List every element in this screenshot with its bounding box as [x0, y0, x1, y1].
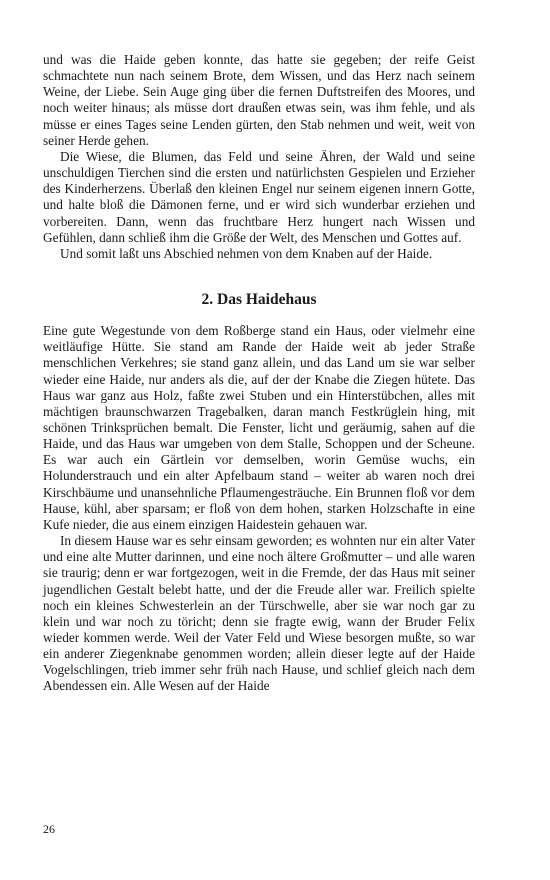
page-number: 26: [43, 822, 55, 836]
paragraph: In diesem Hause war es sehr einsam geworden; es wohnten nur ein alter Vater und eine alte Mutter darinnen, und eine noch ältere Großmutter – und alle waren sie traurig; denn er war fortgezogen, weit in die Fremde, der das Haus mit seiner jugendlichen Gestalt belebt hatte, und der die Freude aller war. Freilich spielte noch ein kleines Schwesterlein an der Türschwelle, aber sie war noch gar zu klein und war noch zu töricht; denn sie fragte ewig, wann der Bruder Felix wieder kommen werde. Weil der Vater Feld und Wiese besorgen mußte, so war ein anderer Ziegenknabe genommen worden; allein dieser legte auf der Haide Vogelschlingen, trieb immer sehr früh nach Hause, und schlief gleich nach dem Abendessen ein. Alle Wesen auf der Haide: [43, 533, 475, 694]
book-page: [43, 52, 475, 695]
paragraph: Die Wiese, die Blumen, das Feld und seine Ähren, der Wald und seine unschuldigen Tierchen sind die ersten und natürlichsten Gespielen und Erzieher des Kinderherzens. Überlaß den kleinen Engel nur seinem eigenen innern Gotte, und halte bloß die Dämonen ferne, und er wird sich wunderbar erziehen und vorbereiten. Dann, wenn das fruchtbare Herz hungert nach Wissen und Gefühlen, dann schließ ihm die Größe der Welt, des Menschen und Gottes auf.: [43, 148, 475, 245]
chapter-first-paragraph: Eine gute Wegestunde von dem Roßberge stand ein Haus, oder vielmehr eine weitläufige Hütte. Sie stand am Rande der Haide weit ab jeder Straße menschlichen Verkehres; sie stand ganz allein, und das Land um sie war selber wieder eine Haide, nur anders als die, auf der der Knabe die Ziegen hütete. Das Haus war ganz aus Holz, faßte zwei Stuben und ein Hinterstübchen, alles mit mächtigen braunschwarzen Tragebalken, daran manch Festkrüglein hing, mit schönen Trinksprüchen bemalt. Die Fenster, licht und geräumig, sahen auf die Haide, und das Haus war umgeben von dem Stalle, Schoppen und der Scheune. Es war auch ein Gärtlein vor demselben, worin Gemüse wuchs, ein Holunderstrauch und ein alter Apfelbaum stand – weiter ab waren noch drei Kirschbäume und unansehnliche Pflaumengesträuche. Ein Brunnen floß vor dem Hause, kühl, aber sparsam; er floß von dem hohen, starken Holzschafte in eine Kufe nieder, die aus einem einzigen Haidestein gehauen war.: [43, 323, 475, 532]
paragraph-continued: und was die Haide geben konnte, das hatte sie gegeben; der reife Geist schmachtete nun nach seinem Brote, dem Wissen, und das Herz nach seinem Weine, der Liebe. Sein Auge ging über die fernen Duftstreifen des Moores, und noch weiter hinaus; als müsse dort draußen etwas sein, was ihm fehle, und als müsse er eines Tages seine Lenden gürten, den Stab nehmen und weit, weit von seiner Herde gehen.: [43, 52, 475, 148]
chapter-heading: 2. Das Haidehaus: [201, 291, 317, 309]
paragraph: Und somit laßt uns Abschied nehmen von dem Knaben auf der Haide.: [60, 245, 433, 261]
